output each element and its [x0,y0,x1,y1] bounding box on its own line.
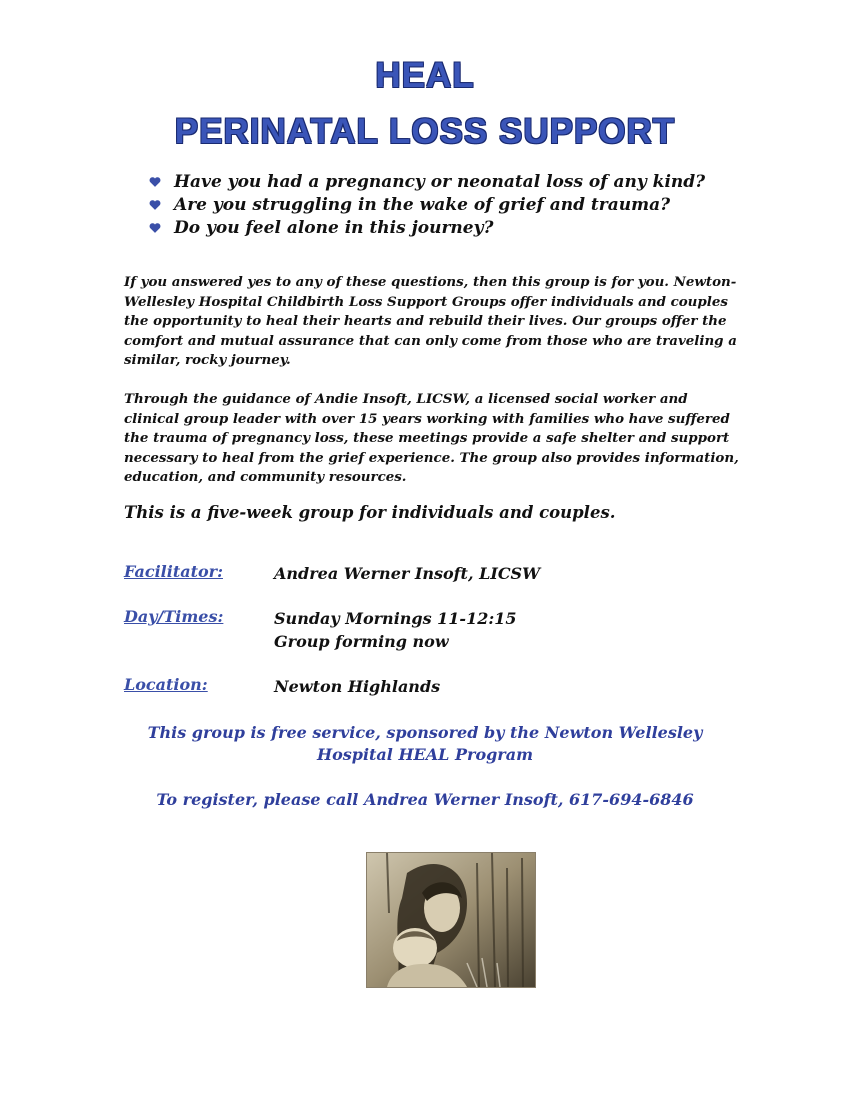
sponsor-line: Hospital HEAL Program [316,745,534,764]
five-week-note: This is a five-week group for individuals and couples. [124,503,616,522]
daytimes-value-line: Group forming now [274,632,449,651]
question-text: Are you struggling in the wake of grief and trauma? [174,194,671,215]
title-perinatal-loss-support: PERINATAL LOSS SUPPORT [174,112,676,151]
sponsor-line: This group is free service, sponsored by the Newton Wellesley [147,723,703,742]
mother-and-child-image [366,852,536,988]
intro-paragraph: If you answered yes to any of these questions, then this group is for you. Newton-Wellesley Hospital Childbirth Loss Support Groups offer individuals and couples the opportunity to heal their hearts and rebuild their lives. Our groups offer the comfort and mutual assurance that can only come from those who are traveling a similar, rocky journey. [124,274,737,368]
heart-bullet-icon [148,198,162,212]
question-text: Have you had a pregnancy or neonatal loss of any kind? [174,171,706,192]
heart-bullet-icon [148,175,162,189]
heart-bullet-icon [148,221,162,235]
title-heal: HEAL [375,56,475,95]
facilitator-value: Andrea Werner Insoft, LICSW [274,564,541,583]
question-item [148,216,705,239]
location-value: Newton Highlands [274,677,441,696]
question-list [148,170,705,239]
location-label: Location: [124,675,208,694]
facilitator-label: Facilitator: [124,562,223,581]
sponsor-text [0,722,850,766]
question-item [148,193,705,216]
daytimes-value-line: Sunday Mornings 11-12:15 [274,609,517,628]
question-text: Do you feel alone in this journey? [174,217,494,238]
guidance-paragraph: Through the guidance of Andie Insoft, LICSW, a licensed social worker and clinical group leader with over 15 years working with families who have suffered the trauma of pregnancy loss, these meetings provide a safe shelter and support necessary to heal from the grief experience. The group also provides information, education, and community resources. [124,391,739,485]
daytimes-label: Day/Times: [124,607,224,626]
daytimes-value [274,607,517,653]
question-item [148,170,705,193]
register-text: To register, please call Andrea Werner Insoft, 617-694-6846 [156,790,694,809]
